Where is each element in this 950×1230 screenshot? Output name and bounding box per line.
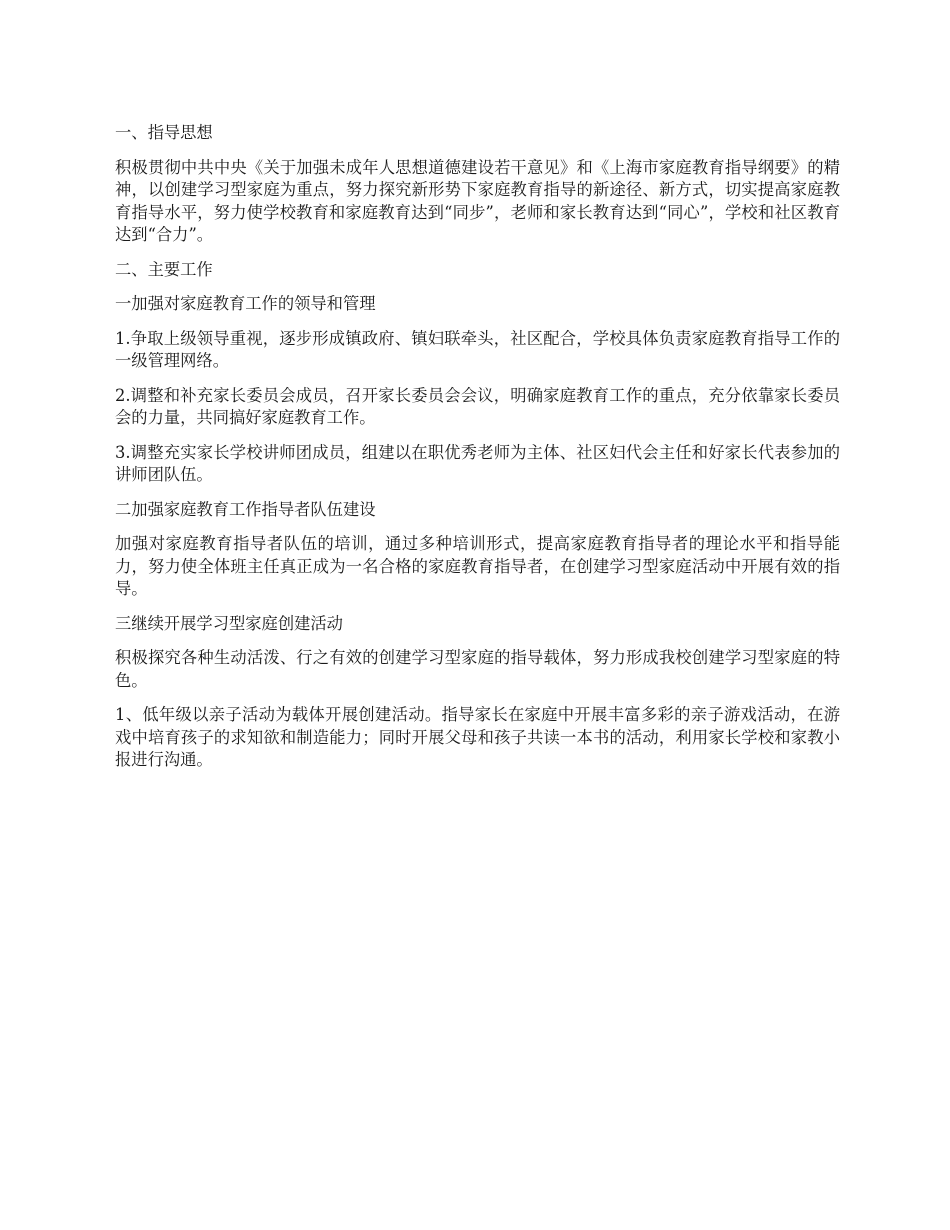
- paragraph-item-1: 1.争取上级领导重视，逐步形成镇政府、镇妇联牵头，社区配合，学校具体负责家庭教育指导工作的一级管理网络。: [115, 328, 840, 370]
- section-heading-main-work: 二、主要工作: [115, 259, 213, 279]
- paragraph-low-grade-activity: 1、低年级以亲子活动为载体开展创建活动。指导家长在家庭中开展丰富多彩的亲子游戏活动，在游戏中培育孩子的求知欲和制造能力；同时开展父母和孩子共读一本书的活动，利用家长学校和家教小报进行沟通。: [115, 705, 840, 769]
- document-page: [115, 122, 840, 784]
- subheading-team-building: 二加强家庭教育工作指导者队伍建设: [115, 499, 376, 519]
- subheading-leadership: 一加强对家庭教育工作的领导和管理: [115, 294, 376, 313]
- paragraph-learning-family: 积极探究各种生动活泼、行之有效的创建学习型家庭的指导载体，努力形成我校创建学习型家庭的特色。: [115, 648, 840, 690]
- subheading-learning-family: 三继续开展学习型家庭创建活动: [115, 613, 343, 633]
- paragraph-item-2: 2.调整和补充家长委员会成员，召开家长委员会会议，明确家庭教育工作的重点，充分依靠家长委员会的力量，共同搞好家庭教育工作。: [115, 385, 840, 427]
- paragraph-guiding-thought: 积极贯彻中共中央《关于加强未成年人思想道德建设若干意见》和《上海市家庭教育指导纲要》的精神，以创建学习型家庭为重点，努力探究新形势下家庭教育指导的新途径、新方式，切实提高家庭教育指导水平，努力使学校教育和家庭教育达到“同步”，老师和家长教育达到“同心”，学校和社区教育达到“合力”。: [115, 157, 840, 244]
- paragraph-item-3: 3.调整充实家长学校讲师团成员，组建以在职优秀老师为主体、社区妇代会主任和好家长代表参加的讲师团队伍。: [115, 442, 840, 484]
- paragraph-team-training: 加强对家庭教育指导者队伍的培训，通过多种培训形式，提高家庭教育指导者的理论水平和指导能力，努力使全体班主任真正成为一名合格的家庭教育指导者，在创建学习型家庭活动中开展有效的指导。: [115, 534, 840, 598]
- section-heading-guiding-thought: 一、指导思想: [115, 123, 213, 142]
